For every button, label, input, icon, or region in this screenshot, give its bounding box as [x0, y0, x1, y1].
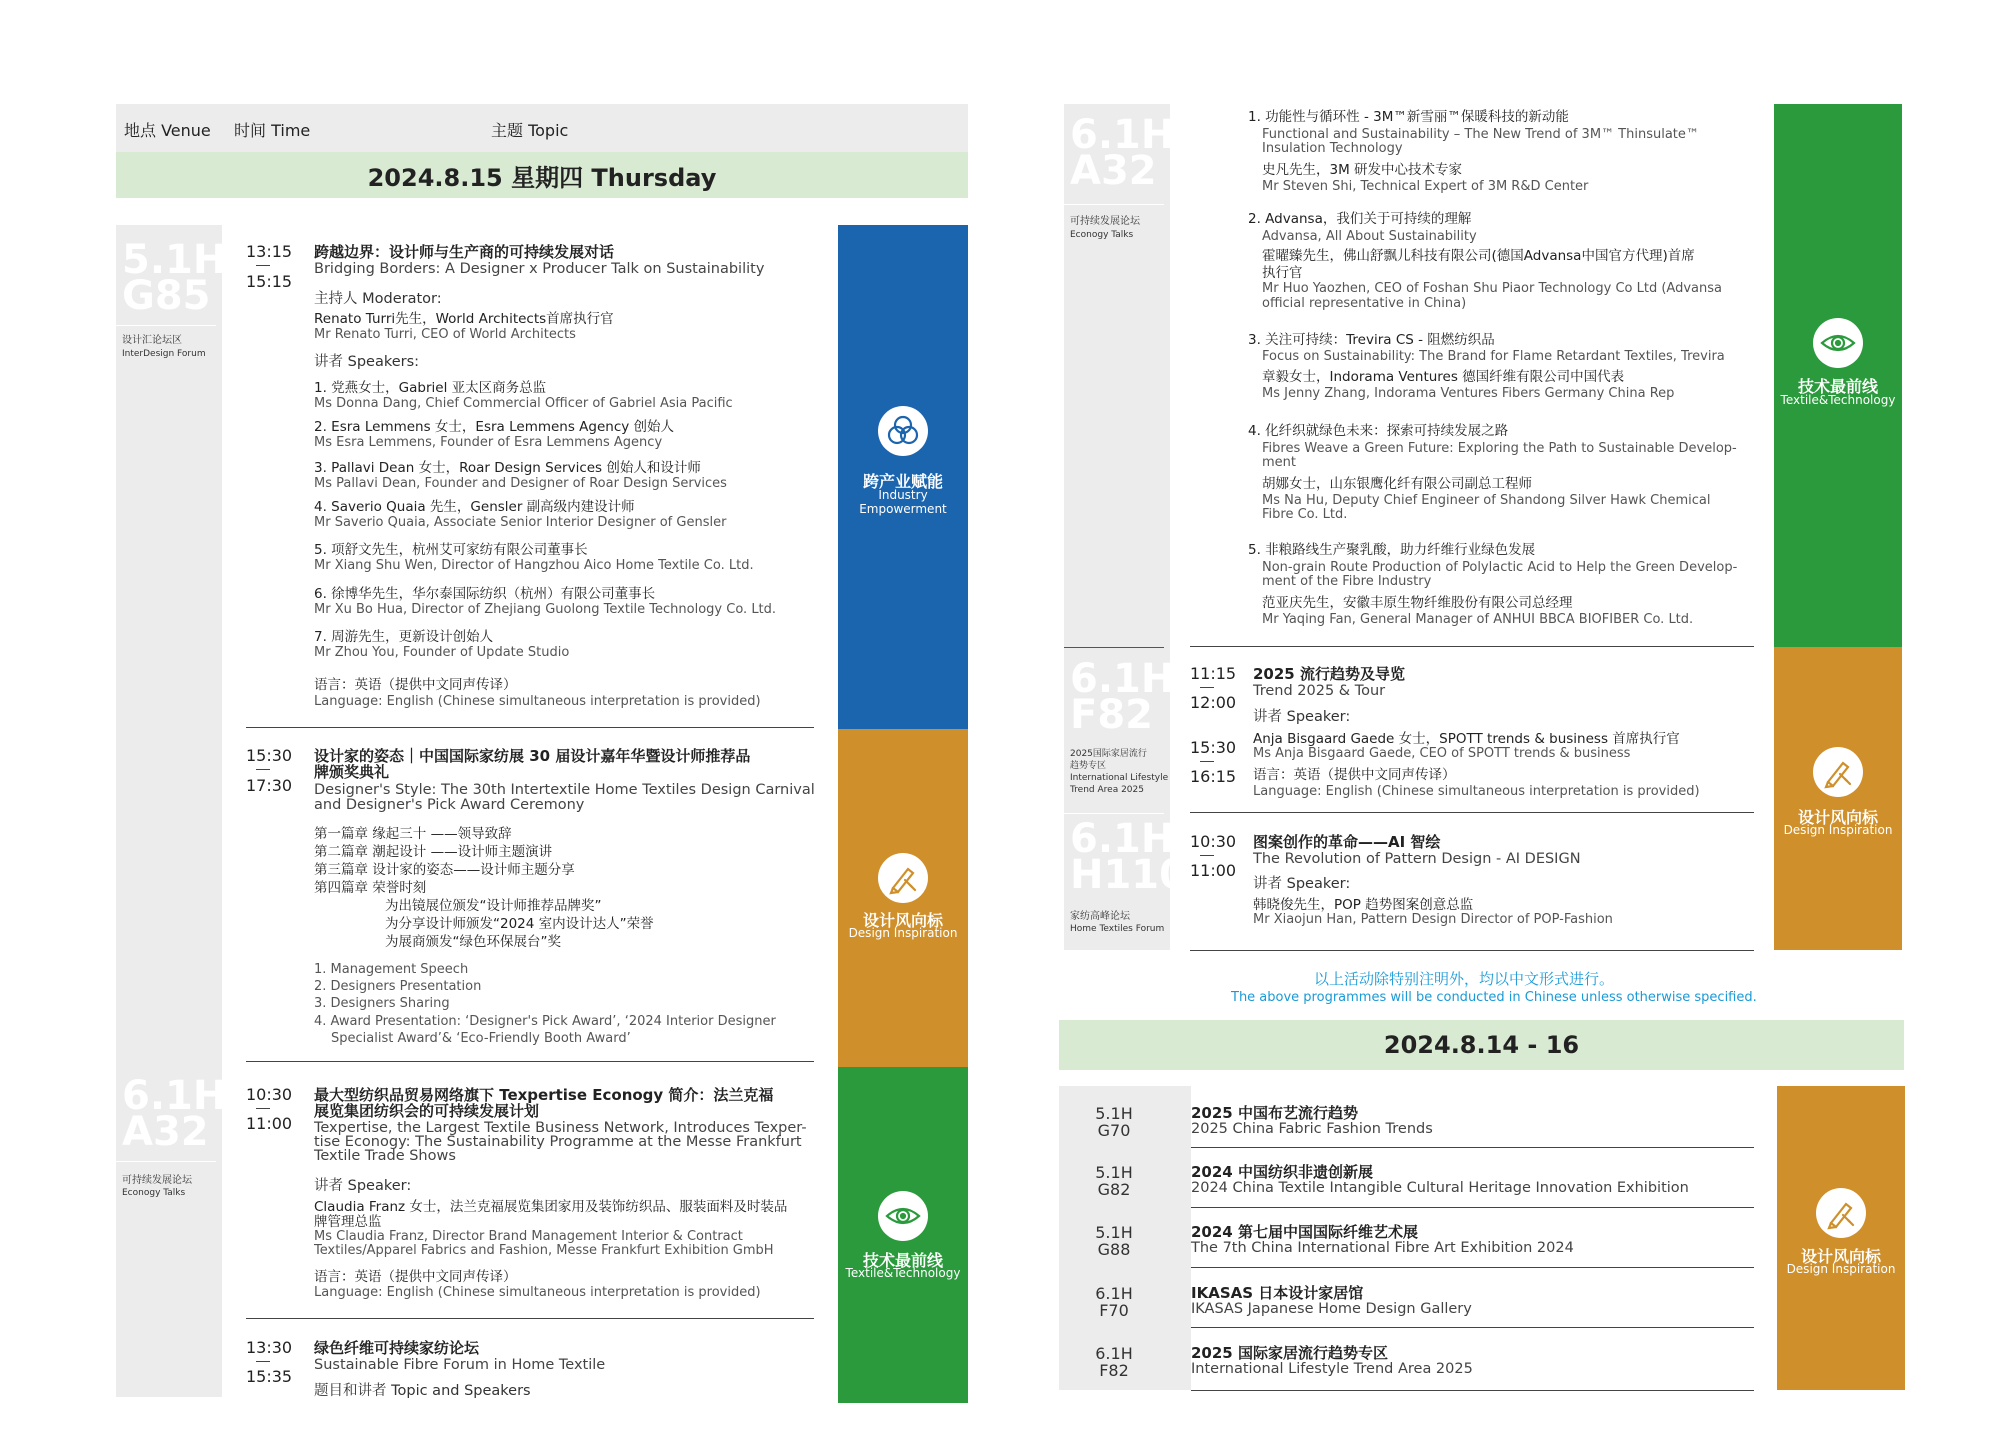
moderator-label: 主持人 Moderator:: [314, 291, 442, 307]
talk-title-en: Focus on Sustainability: The Brand for Flame Retardant Textiles, Trevira: [1262, 349, 1725, 364]
venue-name-en: Home Textiles Forum: [1070, 924, 1165, 934]
program-item-en: 1. Management Speech: [314, 962, 469, 977]
session-title-cont: 展览集团纺织会的可持续发展计划: [314, 1102, 540, 1120]
moderator-cn: Renato Turri先生，World Architects首席执行官: [314, 311, 614, 327]
talk-speaker-en: Ms Na Hu, Deputy Chief Engineer of Shandong Silver Hawk Chemical: [1262, 493, 1711, 508]
language-en: Language: English (Chinese simultaneous interpretation is provided): [314, 694, 761, 709]
header-time: 时间 Time: [234, 121, 311, 140]
table-header: [116, 104, 968, 152]
venue-column-left: [116, 225, 227, 1397]
moderator-en: Mr Renato Turri, CEO of World Architects: [314, 327, 576, 342]
exhibition-title: IKASAS 日本设计家居馆: [1191, 1284, 1364, 1302]
date-band-exhibitions: [1059, 1020, 1904, 1070]
venue-code-hall: 6.1H: [1070, 112, 1175, 158]
speaker-en-cont: Textiles/Apparel Fabrics and Fashion, Messe Frankfurt Exhibition GmbH: [314, 1243, 774, 1258]
speaker-cn: Anja Bisgaard Gaede 女士，SPOTT trends & business 首席执行官: [1253, 731, 1680, 747]
venue-divider: [116, 325, 216, 326]
chapter: 第二篇章 潮起设计 ——设计师主题演讲: [314, 844, 553, 860]
talk-title-en: Fibres Weave a Green Future: Exploring the Path to Sustainable Develop-: [1262, 441, 1737, 456]
theme-title-en: Textile&Technology: [845, 1266, 961, 1280]
speaker-cn: 3. Pallavi Dean 女士，Roar Design Services 创始人和设计师: [314, 460, 701, 476]
speaker-cn: Claudia Franz 女士，法兰克福展览集团家用及装饰纺织品、服装面料及时装品: [314, 1199, 788, 1215]
session-title: 图案创作的革命——AI 智绘: [1253, 833, 1441, 851]
exhibition-divider: [1191, 1207, 1754, 1208]
venue-code-hall: 6.1H: [1070, 816, 1175, 862]
award: 为展商颁发“绿色环保展台”奖: [385, 934, 561, 950]
venue-code-booth: F82: [1099, 1361, 1129, 1380]
speaker-label: 讲者 Speaker:: [1253, 709, 1351, 725]
program-item-en: 3. Designers Sharing: [314, 996, 450, 1011]
start-time: 15:30: [1190, 738, 1237, 757]
talk-speaker-cn: 史凡先生，3M 研发中心技术专家: [1262, 162, 1463, 178]
talk-title-en-cont: Insulation Technology: [1262, 141, 1403, 156]
session-title-en-cont: tise Econogy: The Sustainability Programme at the Messe Frankfurt: [314, 1134, 802, 1150]
session-divider: [1190, 812, 1754, 813]
session-title: 设计家的姿态｜中国国际家纺展 30 届设计嘉年华暨设计师推荐品: [314, 747, 751, 765]
venue-code-hall: 6.1H: [122, 1073, 227, 1119]
speakers-label: 讲者 Speakers:: [314, 354, 420, 370]
time-dash: [256, 769, 270, 770]
end-time: 15:15: [246, 272, 293, 291]
theme-title-en: Industry: [878, 488, 928, 502]
talk-speaker-en: Mr Yaqing Fan, General Manager of ANHUI BBCA BIOFIBER Co. Ltd.: [1262, 612, 1694, 627]
talk-title-en: Functional and Sustainability – The New Trend of 3M™ Thinsulate™: [1262, 127, 1699, 142]
speaker-en: Ms Donna Dang, Chief Commercial Officer of Gabriel Asia Pacific: [314, 396, 733, 411]
language-en: Language: English (Chinese simultaneous interpretation is provided): [314, 1285, 761, 1300]
exhibition-title-en: IKASAS Japanese Home Design Gallery: [1191, 1301, 1472, 1317]
speaker-label: 讲者 Speaker:: [1253, 876, 1351, 892]
talk-title-en-cont: ment: [1262, 455, 1296, 470]
time-dash: [1200, 855, 1214, 856]
time-dash: [256, 1108, 270, 1109]
venue-code-hall: 5.1H: [1095, 1223, 1133, 1242]
date-title: 2024.8.14 - 16: [1383, 1031, 1580, 1059]
end-time: 12:00: [1190, 693, 1237, 712]
exhibition-divider: [1191, 1147, 1754, 1148]
venue-name-en-cont: Trend Area 2025: [1070, 785, 1144, 795]
venue-name-cn: 设计汇论坛区: [122, 335, 182, 346]
exhibition-title: 2025 中国布艺流行趋势: [1191, 1104, 1358, 1122]
exhibition-title-en: The 7th China International Fibre Art Exhibition 2024: [1191, 1240, 1574, 1256]
start-time: 13:30: [246, 1338, 293, 1357]
start-time: 15:30: [246, 746, 293, 765]
speaker-en: Ms Claudia Franz, Director Brand Management Interior & Contract: [314, 1229, 743, 1244]
speaker-en: Mr Zhou You, Founder of Update Studio: [314, 645, 570, 660]
session-title: 绿色纤维可持续家纺论坛: [314, 1339, 480, 1357]
theme-title-en: Design Inspiration: [1783, 823, 1893, 837]
date-band-day1: [116, 152, 968, 198]
talk-title-en-cont: ment of the Fibre Industry: [1262, 574, 1432, 589]
venue-code-booth: H110: [1070, 852, 1187, 898]
end-time: 17:30: [246, 776, 293, 795]
talk-speaker-en-cont: Fibre Co. Ltd.: [1262, 507, 1348, 522]
theme-bar-design: [1774, 647, 1902, 950]
venue-code-booth: A32: [122, 1109, 209, 1155]
language-cn: 语言：英语（提供中文同声传译）: [314, 677, 517, 693]
venue-name-cn: 可持续发展论坛: [1070, 216, 1140, 227]
theme-title-cn: 技术最前线: [862, 1251, 943, 1270]
award: 为分享设计师颁发“2024 室内设计达人”荣誉: [385, 916, 654, 932]
speaker-en: Mr Xu Bo Hua, Director of Zhejiang Guolong Textile Technology Co. Ltd.: [314, 602, 777, 617]
venue-code-hall: 6.1H: [1095, 1284, 1133, 1303]
exhibition-title: 2025 国际家居流行趋势专区: [1191, 1344, 1388, 1362]
talk-title-en: Non-grain Route Production of Polylactic Acid to Help the Green Develop-: [1262, 560, 1738, 575]
language-cn: 语言：英语（提供中文同声传译）: [314, 1269, 517, 1285]
header-venue: 地点 Venue: [124, 121, 211, 140]
session-divider: [1190, 646, 1754, 647]
chapter: 第三篇章 设计家的姿态——设计师主题分享: [314, 862, 575, 878]
talk-title: 2. Advansa，我们关于可持续的理解: [1248, 211, 1472, 227]
venue-name-en: Econogy Talks: [1070, 230, 1134, 240]
theme-title-cn: 跨产业赋能: [862, 472, 943, 491]
talk-title: 5. 非粮路线生产聚乳酸，助力纤维行业绿色发展: [1248, 542, 1536, 558]
session-divider: [246, 1318, 814, 1319]
topic-label: 题目和讲者 Topic and Speakers: [314, 1383, 531, 1399]
pen-brush-icon: [878, 853, 928, 903]
theme-title-cn: 设计风向标: [862, 911, 943, 930]
venue-name-en: Econogy Talks: [122, 1188, 186, 1198]
knot-icon: [878, 406, 928, 456]
speaker-cn: 5. 项舒文先生，杭州艾可家纺有限公司董事长: [314, 542, 588, 558]
venue-code-hall: 5.1H: [1095, 1104, 1133, 1123]
end-time: 11:00: [246, 1114, 293, 1133]
venue-name-cn-cont: 趋势专区: [1070, 761, 1107, 771]
venue-code-booth: F70: [1099, 1301, 1129, 1320]
exhibition-divider: [1191, 1327, 1754, 1328]
time-dash: [1200, 687, 1214, 688]
talk-title: 1. 功能性与循环性 - 3M™新雪丽™保暖科技的新动能: [1248, 109, 1569, 125]
speaker-en: Ms Pallavi Dean, Founder and Designer of Roar Design Services: [314, 476, 727, 491]
program-item-en: Specialist Award’& ‘Eco-Friendly Booth Award’: [331, 1031, 631, 1046]
venue-divider: [1064, 204, 1164, 205]
venue-column-right: [1064, 104, 1187, 950]
pen-brush-icon: [1816, 1188, 1866, 1238]
session-title: 最大型纺织品贸易网络旗下 Texpertise Econogy 简介：法兰克福: [314, 1086, 774, 1104]
exhibition-divider: [1191, 1267, 1754, 1268]
theme-title-cn: 设计风向标: [1797, 808, 1878, 827]
time-dash: [1200, 761, 1214, 762]
start-time: 10:30: [246, 1085, 293, 1104]
header-topic: 主题 Topic: [491, 121, 569, 140]
session-divider: [1190, 950, 1754, 951]
session-title-en: Bridging Borders: A Designer x Producer Talk on Sustainability: [314, 261, 765, 277]
speaker-cn: 4. Saverio Quaia 先生，Gensler 副高级内建设计师: [314, 499, 635, 515]
eye-icon: [1813, 318, 1863, 368]
time-dash: [256, 1361, 270, 1362]
talk-speaker-cn: 霍曜臻先生，佛山舒飘儿科技有限公司(德国Advansa中国官方代理)首席: [1262, 248, 1695, 264]
language-cn: 语言：英语（提供中文同声传译）: [1253, 767, 1456, 783]
start-time: 13:15: [246, 242, 293, 261]
venue-divider: [1064, 813, 1164, 814]
venue-name-cn: 可持续发展论坛: [122, 1175, 192, 1186]
venue-name-en: International Lifestyle: [1070, 773, 1169, 783]
venue-code-booth: G82: [1097, 1180, 1131, 1199]
theme-title-cn: 设计风向标: [1800, 1247, 1881, 1266]
language-note-en: The above programmes will be conducted in Chinese unless otherwise specified.: [1231, 990, 1757, 1005]
time-dash: [256, 265, 270, 266]
session-title: 跨越边界：设计师与生产商的可持续发展对话: [314, 243, 615, 261]
start-time: 10:30: [1190, 832, 1237, 851]
language-en: Language: English (Chinese simultaneous interpretation is provided): [1253, 784, 1700, 799]
venue-divider: [1064, 647, 1164, 648]
theme-title-en: Textile&Technology: [1780, 393, 1896, 407]
theme-bar-tech: [838, 1067, 968, 1403]
theme-bar-design: [1777, 1086, 1905, 1390]
talk-speaker-cn-cont: 执行官: [1262, 265, 1303, 281]
speaker-en: Mr Xiang Shu Wen, Director of Hangzhou Aico Home Textile Co. Ltd.: [314, 558, 754, 573]
session-title-cont: 牌颁奖典礼: [314, 763, 390, 781]
venue-name-cn: 家纺高峰论坛: [1070, 911, 1130, 922]
speaker-cn: 6. 徐博华先生，华尔泰国际纺织（杭州）有限公司董事长: [314, 586, 656, 602]
theme-title-en: Design Inspiration: [1786, 1262, 1896, 1276]
eye-icon: [878, 1191, 928, 1241]
venue-code-booth: G85: [122, 273, 211, 319]
speaker-cn: 7. 周游先生，更新设计创始人: [314, 629, 494, 645]
talk-title: 3. 关注可持续：Trevira CS - 阻燃纺织品: [1248, 332, 1495, 348]
talk-speaker-en: Mr Steven Shi, Technical Expert of 3M R&D Center: [1262, 179, 1589, 194]
venue-code-booth: G88: [1097, 1240, 1131, 1259]
end-time: 16:15: [1190, 767, 1237, 786]
pen-brush-icon: [1813, 747, 1863, 797]
theme-title-en-cont: Empowerment: [859, 502, 947, 516]
speaker-cn: 2. Esra Lemmens 女士，Esra Lemmens Agency 创始人: [314, 419, 675, 435]
exhibition-title: 2024 第七届中国国际纤维艺术展: [1191, 1223, 1418, 1241]
talk-speaker-en: Mr Huo Yaozhen, CEO of Foshan Shu Piaor Technology Co Ltd (Advansa: [1262, 281, 1722, 296]
award: 为出镜展位颁发“设计师推荐品牌奖”: [385, 898, 602, 914]
theme-bar-tech: [1774, 104, 1902, 647]
venue-code-booth: G70: [1097, 1121, 1131, 1140]
exhibition-title-en: 2025 China Fabric Fashion Trends: [1191, 1121, 1433, 1137]
speaker-en: Mr Saverio Quaia, Associate Senior Interior Designer of Gensler: [314, 515, 727, 530]
talk-speaker-en-cont: official representative in China): [1262, 296, 1467, 311]
talk-title: 4. 化纤织就绿色未来：探索可持续发展之路: [1248, 423, 1509, 439]
venue-code-hall: 6.1H: [1095, 1344, 1133, 1363]
session-title-en: The Revolution of Pattern Design - AI DESIGN: [1253, 851, 1581, 867]
speaker-cn: 韩晓俊先生，POP 趋势图案创意总监: [1253, 897, 1474, 913]
talk-speaker-cn: 范亚庆先生，安徽丰原生物纤维股份有限公司总经理: [1262, 595, 1573, 611]
session-title: 2025 流行趋势及导览: [1253, 665, 1405, 683]
venue-code-hall: 5.1H: [122, 237, 227, 283]
program-item-en: 4. Award Presentation: ‘Designer's Pick Award’, ‘2024 Interior Designer: [314, 1014, 776, 1029]
session-title-en: Sustainable Fibre Forum in Home Textile: [314, 1357, 606, 1373]
end-time: 15:35: [246, 1367, 293, 1386]
speaker-label: 讲者 Speaker:: [314, 1178, 412, 1194]
session-title-en-cont: Textile Trade Shows: [314, 1148, 456, 1164]
speaker-en: Ms Esra Lemmens, Founder of Esra Lemmens Agency: [314, 435, 663, 450]
exhibition-title: 2024 中国纺织非遗创新展: [1191, 1163, 1373, 1181]
theme-title-cn: 技术最前线: [1797, 377, 1878, 396]
theme-title-en: Design Inspiration: [848, 926, 958, 940]
venue-code-hall: 6.1H: [1070, 656, 1175, 702]
theme-bar-design: [838, 729, 968, 1067]
speaker-cn-cont: 牌管理总监: [314, 1214, 382, 1230]
end-time: 11:00: [1190, 861, 1237, 880]
venue-name-cn: 2025国际家居流行: [1070, 749, 1147, 759]
talk-speaker-cn: 章毅女士，Indorama Ventures 德国纤维有限公司中国代表: [1262, 369, 1625, 385]
theme-bar-industry: [838, 225, 968, 729]
exhibition-title-en: International Lifestyle Trend Area 2025: [1191, 1361, 1473, 1377]
speaker-en: Ms Anja Bisgaard Gaede, CEO of SPOTT trends & business: [1253, 746, 1631, 761]
speaker-cn: 1. 党燕女士，Gabriel 亚太区商务总监: [314, 380, 547, 396]
venue-code-booth: A32: [1070, 148, 1157, 194]
exhibition-divider: [1191, 1390, 1754, 1391]
talk-speaker-en: Ms Jenny Zhang, Indorama Ventures Fibers Germany China Rep: [1262, 386, 1675, 401]
talk-speaker-cn: 胡娜女士，山东银鹰化纤有限公司副总工程师: [1262, 476, 1532, 492]
venue-code-hall: 5.1H: [1095, 1163, 1133, 1182]
session-title-en: Designer's Style: The 30th Intertextile Home Textiles Design Carnival: [314, 782, 815, 798]
chapter: 第一篇章 缘起三十 ——领导致辞: [314, 826, 512, 842]
session-title-en: Trend 2025 & Tour: [1253, 683, 1386, 699]
program-item-en: 2. Designers Presentation: [314, 979, 482, 994]
session-title-en: Texpertise, the Largest Textile Business Network, Introduces Texper-: [314, 1120, 807, 1136]
session-title-en-cont: and Designer's Pick Award Ceremony: [314, 797, 585, 813]
venue-code-booth: F82: [1070, 692, 1153, 738]
date-title: 2024.8.15 星期四 Thursday: [367, 163, 717, 192]
session-divider: [246, 1061, 814, 1062]
talk-title-en: Advansa, All About Sustainability: [1262, 229, 1477, 244]
exhibition-title-en: 2024 China Textile Intangible Cultural Heritage Innovation Exhibition: [1191, 1180, 1689, 1196]
start-time: 11:15: [1190, 664, 1237, 683]
venue-divider: [116, 1161, 216, 1162]
chapter: 第四篇章 荣誉时刻: [314, 880, 427, 896]
venue-name-en: InterDesign Forum: [122, 349, 206, 359]
language-note-cn: 以上活动除特别注明外，均以中文形式进行。: [1314, 970, 1615, 988]
speaker-en: Mr Xiaojun Han, Pattern Design Director of POP-Fashion: [1253, 912, 1613, 927]
session-divider: [246, 727, 814, 728]
